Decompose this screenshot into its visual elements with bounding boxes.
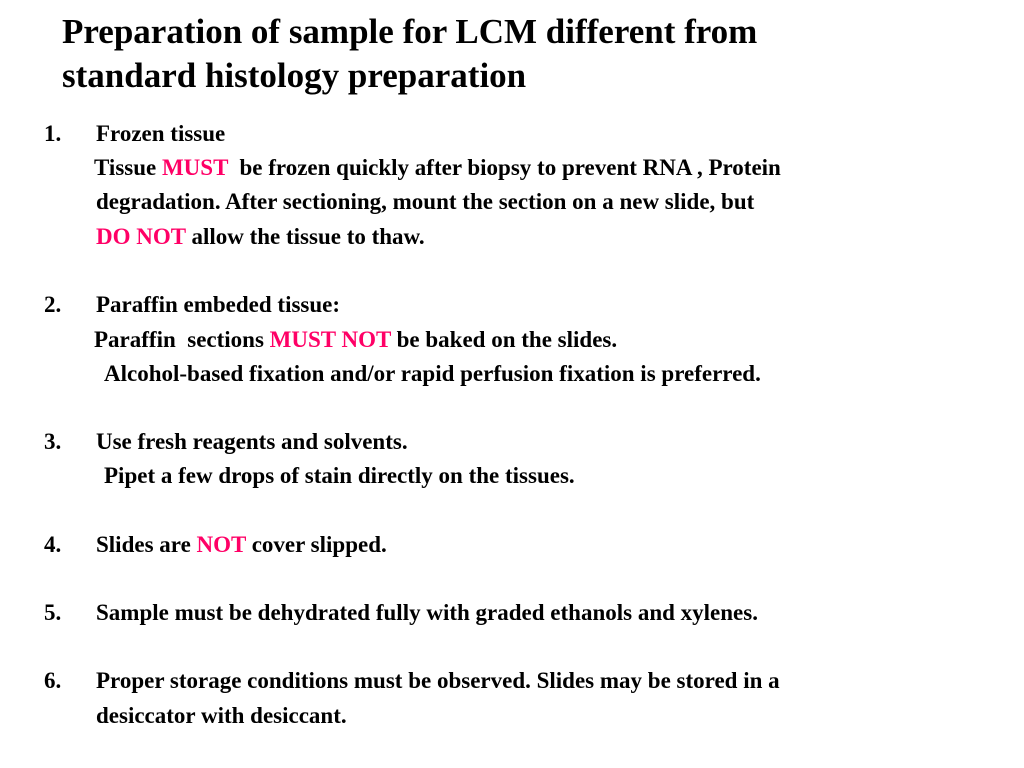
item-6-line-1: Proper storage conditions must be observed. Slides may be stored in a (96, 668, 780, 693)
item-2-heading: Paraffin embeded tissue: (96, 292, 341, 317)
title-line-1: Preparation of sample for LCM different from (62, 12, 758, 51)
item-2-number: 2. (44, 292, 62, 317)
item-1-line-3: DO NOT allow the tissue to thaw. (96, 224, 425, 249)
item-1-emphasis-must: MUST (161, 155, 229, 180)
item-2-line-1: Paraffin sections MUST NOT be baked on the slides. (94, 327, 618, 352)
item-2-emphasis-must-not: MUST NOT (269, 327, 391, 352)
item-4-text: Slides are NOT cover slipped. (96, 532, 387, 557)
item-3-line-1: Pipet a few drops of stain directly on the tissues. (104, 463, 575, 488)
item-4-emphasis-not: NOT (196, 532, 246, 557)
item-1-emphasis-do-not: DO NOT (96, 224, 186, 249)
item-1-line-1: Tissue MUST be frozen quickly after biopsy to prevent RNA , Protein (94, 155, 781, 180)
item-3-heading: Use fresh reagents and solvents. (96, 429, 408, 454)
item-5-text: Sample must be dehydrated fully with graded ethanols and xylenes. (96, 600, 758, 625)
item-6-line-2: desiccator with desiccant. (96, 703, 347, 728)
title-line-2: standard histology preparation (62, 56, 527, 95)
item-5-number: 5. (44, 600, 62, 625)
item-1-number: 1. (44, 121, 62, 146)
item-1-line-2: degradation. After sectioning, mount the section on a new slide, but (96, 189, 755, 214)
item-1-heading: Frozen tissue (96, 121, 226, 146)
item-6-number: 6. (44, 668, 62, 693)
item-3-number: 3. (44, 429, 62, 454)
item-2-line-2: Alcohol-based fixation and/or rapid perfusion fixation is preferred. (104, 361, 761, 386)
item-4-number: 4. (44, 532, 62, 557)
